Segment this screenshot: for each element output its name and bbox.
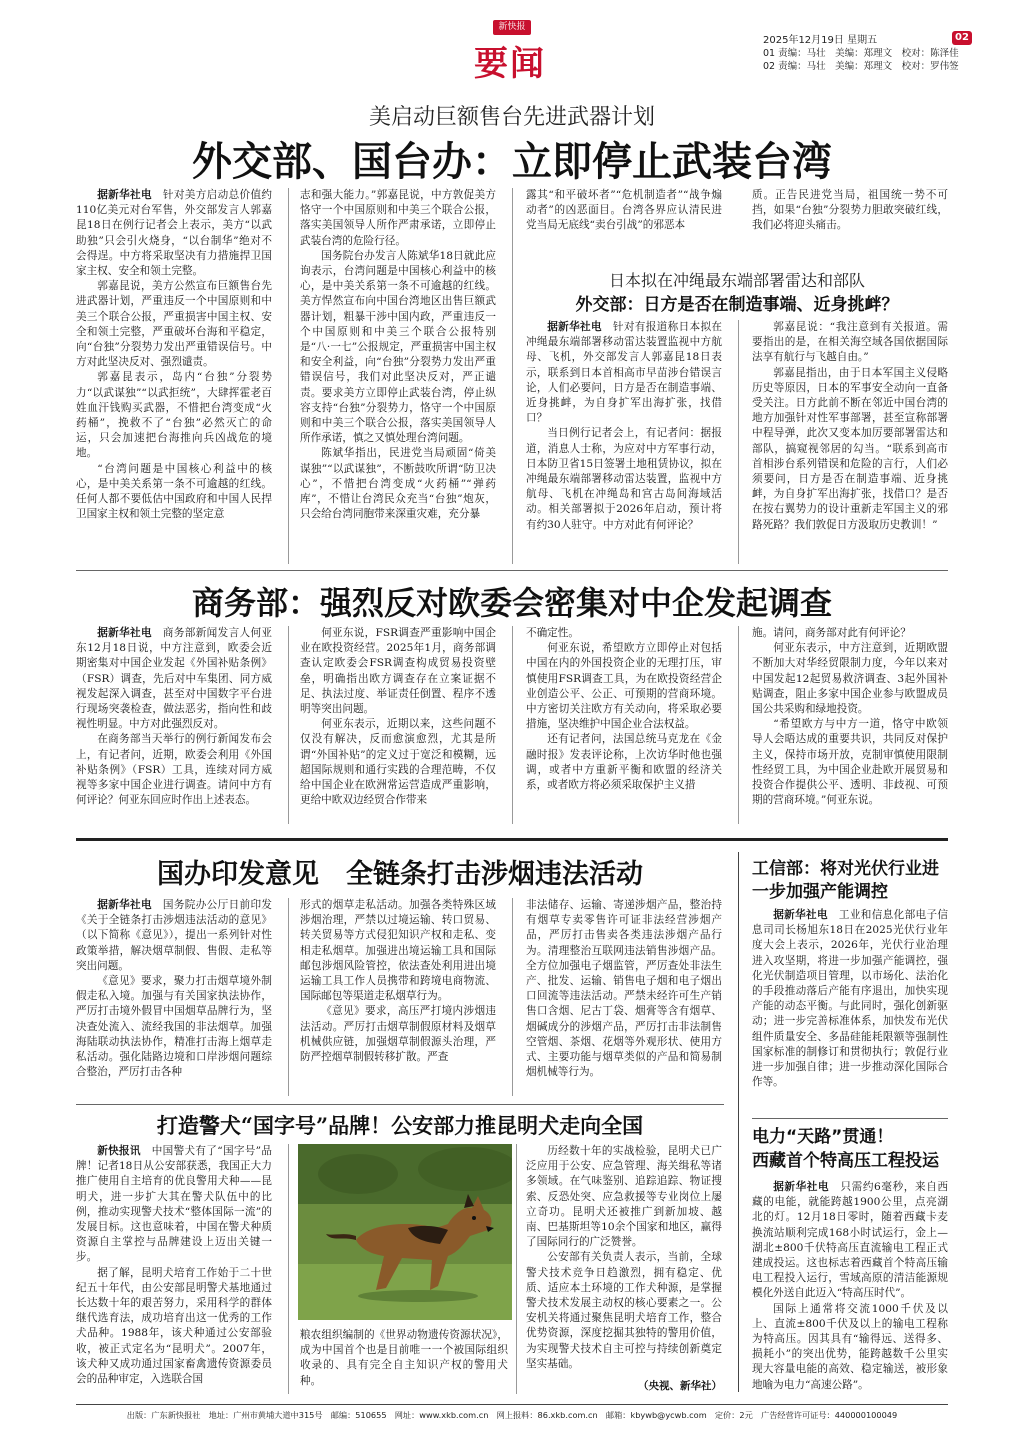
- section-divider: [76, 838, 948, 841]
- page-number-badge: 02: [952, 31, 972, 45]
- article-3-paragraph: 何亚东表示，近期以来，这些问题不仅没有解决，反而愈演愈烈，尤其是所谓“外国补贴”的定义过于宽泛和模糊，远超国际规则和通行实践的合理范畴，不仅给中国企业在欧洲常运营造成严重影响，更给中欧双边经贸合作带来: [300, 718, 496, 807]
- article-7-paragraph: 只需约6毫秒，来自西藏的电能，就能跨越1900公里，点亮湖北的灯。12月18日零时，随着西藏卡麦换流站顺利完成168小时试运行，金上—湖北±800千伏特高压直流输电工程正式建成投运。这也标志着西藏首个特高压输电工程投入运行，雪域高原的清洁能源规模化外送自此迈入“特高压时代”。: [752, 1181, 948, 1300]
- article-1-paragraph: 露其“和平破坏者”“危机制造者”“战争煽动者”的凶恶面目。台湾各界应认清民进党当局无底线“卖台引战”的邪恶本: [526, 189, 722, 232]
- article-7-paragraph: 国际上通常将交流1000千伏及以上、直流±800千伏及以上的输电工程称为特高压。因其具有“输得远、送得多、损耗小”的突出优势，能跨越数千公里实现大容量电能的高效、稳定输送，被形象地喻为电力“高速公路”。: [752, 1302, 948, 1391]
- article-1-paragraph: 郭嘉昆表示，岛内“台独”分裂势力“以武谋独”“以武拒统”，大肆挥霍老百姓血汗钱购买武器，不惜把台湾变成“火药桶”，挽救不了“台独”必然灭亡的命运，只会加速把台海推向兵凶战危的境地。: [76, 371, 272, 460]
- column-rule: [288, 626, 289, 824]
- article-1-paragraph: “台湾问题是中国核心利益中的核心，是中美关系第一条不可逾越的红线。任何人都不要低估中国政府和中国人民捍卫国家主权和领土完整的坚定意: [76, 462, 272, 521]
- column-rule: [288, 188, 289, 564]
- section-divider: [752, 1118, 948, 1119]
- article-1-paragraph: 质。正告民进党当局，祖国统一势不可挡，如果“台独”分裂势力胆敢突破红线，我们必将迎头痛击。: [752, 189, 948, 232]
- article-3-col-2: [300, 626, 496, 824]
- article-6-col-3: [526, 1144, 722, 1378]
- article-6-source: （央视、新华社）: [638, 1380, 722, 1392]
- article-3-headline: 商务部：强烈反对欧委会密集对中企发起调查: [191, 584, 832, 622]
- article-1-col-2: [300, 188, 496, 564]
- article-6-paragraph: 据了解，昆明犬培育工作始于二十世纪五十年代，由公安部昆明警犬基地通过长达数十年的艰苦努力，采用科学的群体继代选育法，成功培育出这一优秀的工作犬品种。1988年，该犬种通过公安部验收，被正式定名为“昆明犬”。2007年，该犬种又成功通过国家畜禽遗传资源委员会的品种审定，入选联合国: [76, 1266, 272, 1386]
- article-6-paragraph: 历经数十年的实战检验，昆明犬已广泛应用于公安、应急管理、海关缉私等诸多领域。在气味鉴别、追踪追踪、物证搜索、反恐处突、应急救援等专业岗位上屡立奇功。昆明犬还被推广到新加坡、越南、巴基斯坦等10余个国家和地区，赢得了国际同行的广泛赞誉。: [526, 1145, 722, 1249]
- article-6-col-1: [76, 1144, 272, 1394]
- article-3-col-4: [752, 626, 948, 824]
- column-rule: [288, 898, 289, 1096]
- article-1-paragraph: 志和强大能力。”郭嘉昆说，中方敦促美方恪守一个中国原则和中美三个联合公报，落实美国领导人所作严肃承诺，立即停止武装台湾的危险行径。: [300, 189, 496, 247]
- article-4-col-3: [526, 898, 722, 1096]
- column-rule: [288, 1144, 289, 1394]
- article-3-paragraph: 还有记者问，法国总统马克龙在《金融时报》发表评论称，上次访华时他也强调，或者中方重新平衡和欧盟的经济关系，或者欧方将必须采取保护主义措: [526, 733, 722, 792]
- article-6-headline: 打造警犬“国字号”品牌！公安部力推昆明犬走向全国: [156, 1113, 644, 1138]
- article-1-kicker: 美启动巨额售台先进武器计划: [368, 105, 655, 130]
- article-2-col-1: [526, 320, 722, 564]
- article-2-paragraph: 当日例行记者会上，有记者问：据报道，消息人士称，为应对中方军事行动，日本防卫省15日签署土地租赁协议，拟在冲绳最东端部署移动雷达装置，监视中方航母、飞机在冲绳岛和宫古岛间海域活动。相关部署拟于2026年启动，预计将有约30人驻守。中方对此有何评论？: [526, 427, 722, 531]
- column-rule: [738, 852, 739, 1392]
- article-4-headline: 国办印发意见 全链条打击涉烟违法活动: [157, 859, 643, 890]
- article-1-paragraph: 陈斌华指出，民进党当局顽固“倚美谋独”“以武谋独”，不断鼓吹所谓“防卫决心”，不惜把台湾变成“火药桶”“弹药库”，不惜让台湾民众充当“台独”炮灰，只会给台湾同胞带来深重灾难，充分暴: [300, 447, 496, 521]
- article-1-dateline: 据新华社电: [97, 189, 152, 201]
- article-4-paragraph: 《意见》要求，聚力打击烟草境外制假走私入境。加强与有关国家执法协作，严厉打击境外假冒中国烟草品牌行为，坚决查处流入、流经我国的非法烟草。加强海陆联动执法协作，精准打击海上烟草走私活动。强化陆路边境和口岸涉烟问题综合整治，严厉打击各种: [76, 975, 272, 1079]
- article-5-paragraph: 工业和信息化部电子信息司司长杨旭东18日在2025光伏行业年度大会上表示，2026年，光伏行业治理进入攻坚期，将进一步加强产能调控，强化光伏制造项目管理，以市场化、法治化的手段推动落后产能有序退出，加快实现产能的动态平衡。与此同时，强化创新驱动；进一步完善标准体系，加快发布光伏组件质量安全、多晶硅能耗限额等强制性国家标准的制修订和贯彻执行；敦促行业进一步加强自律；进一步推动深化国际合作等。: [752, 909, 948, 1089]
- article-1-col-1: [76, 188, 272, 564]
- article-1-col-4: [752, 188, 948, 252]
- article-3-paragraph: “希望欧方与中方一道，恪守中欧领导人会晤达成的重要共识，共同反对保护主义，保持市场开放，克制审慎使用限制性经贸工具，为中国企业赴欧开展贸易和投资合作提供公平、透明、非歧视、可预期的营商环境。”何亚东说。: [752, 718, 948, 807]
- column-rule: [516, 1144, 517, 1394]
- editor-line-1: 01 责编：马壮 美编：郑理文 校对：陈泽佳: [763, 48, 959, 59]
- article-2-paragraph: 针对有报道称日本拟在冲绳最东端部署移动雷达装置监视中方航母、飞机，外交部发言人郭嘉昆18日表示，联系到日本首相高市早苗涉台错误言论，人们必要问，日方是否在制造事端、近身挑衅，为自身扩军出海扩张，找借口？: [526, 321, 722, 425]
- article-3-paragraph: 何亚东说，希望欧方立即停止对包括中国在内的外国投资企业的无理打压，审慎使用FSR调查工具，为在欧投资经营企业创造公平、公正、可预期的营商环境。中方密切关注欧方有关动向，将采取必要措施，坚决维护中国企业合法权益。: [526, 642, 722, 731]
- article-5-dateline: 据新华社电: [773, 909, 828, 921]
- article-4-paragraph: 《意见》要求，高压严打境内涉烟违法活动。严厉打击烟草制假原材料及烟草机械供应链，加强烟草制假源头治理，严防严控烟草制假转移扩散。严查: [300, 1005, 496, 1064]
- article-2-kicker: 日本拟在冲绳最东端部署雷达和部队: [608, 271, 865, 290]
- article-2-headline: 外交部：日方是否在制造事端、近身挑衅？: [575, 295, 899, 315]
- article-7-dateline: 据新华社电: [773, 1181, 830, 1193]
- article-3-paragraph: 商务部新闻发言人何亚东12月18日说，中方注意到，欧委会近期密集对中国企业发起《外国补贴条例》（FSR）调查，先后对中车集团、同方威视发起深入调查，甚至对中国数字平台进行现场突袭检查，做法恶劣，指向性和歧视性明显。中方对此强烈反对。: [76, 627, 272, 731]
- article-3-dateline: 据新华社电: [97, 627, 152, 639]
- article-1-paragraph: 针对美方启动总价值约110亿美元对台军售，外交部发言人郭嘉昆18日在例行记者会上表示，美方“以武助独”只会引火烧身，“以台制华”绝对不会得逞。中方将采取坚决有力措施捍卫国家主权、安全和领土完整。: [76, 189, 272, 278]
- article-3-paragraph: 何亚东说，FSR调查严重影响中国企业在欧投资经营。2025年1月，商务部调查认定欧委会FSR调查构成贸易投资壁垒，明确指出欧方调查存在立案证据不足、执法过度、举证责任倒置、程序不透明等突出问题。: [300, 627, 496, 716]
- article-6-dateline: 新快报讯: [97, 1145, 141, 1157]
- footer-imprint: 出版：广东新快报社 地址：广州市黄埔大道中315号 邮编：510655 网址：www.xkb.com.cn 网上报料：86.xkb.com.cn 邮箱：kbywb@ycwb.com 定价：2元 广告经营许可证号：440000100049: [126, 1410, 898, 1420]
- article-6-paragraph: 中国警犬有了“国字号”品牌！记者18日从公安部获悉，我国正大力推广使用自主培育的优良警用犬种——昆明犬，进一步扩大其在警犬队伍中的比例，推动实现警犬技术“整体国际一流”的发展目标。这也意味着，中国在警犬种质资源自主掌控与品牌建设上迈出关键一步。: [76, 1145, 272, 1264]
- article-3-paragraph: 不确定性。: [526, 627, 579, 639]
- article-4-dateline: 据新华社电: [97, 899, 152, 911]
- article-2-paragraph: 郭嘉昆指出，由于日本军国主义侵略历史等原因，日本的军事安全动向一直备受关注。日方此前不断在邻近中国台湾的地方加强针对性军事部署，甚至宣称部署中程导弹，此次又变本加厉要部署雷达和部队，搞窥视邻居的勾当。“联系到高市首相涉台系列错误和危险的言行，人们必须要问，日方是否在制造事端、近身挑衅，为自身扩军出海扩张，找借口？是否在按右翼势力的设计重新走军国主义的邪路死路？我们敦促日方汲取历史教训！”: [752, 366, 948, 531]
- column-rule: [738, 320, 739, 564]
- article-3-col-1: [76, 626, 272, 824]
- article-5-body: [752, 908, 948, 1108]
- article-7-body: [752, 1180, 948, 1394]
- section-title: 要闻: [474, 44, 546, 84]
- article-5-headline: 工信部：将对光伏行业进一步加强产能调控: [752, 859, 939, 902]
- article-3-paragraph: 施。请问，商务部对此有何评论？: [752, 627, 911, 639]
- article-6-paragraph: 公安部有关负责人表示，当前，全球警犬技术竞争日趋激烈，拥有稳定、优质、适应本土环境的工作犬种源，是掌握警犬技术发展主动权的核心要素之一。公安机关将通过聚焦昆明犬培育工作，整合优势资源，深度挖掘其独特的警用价值，为实现警犬技术自主可控与持续创新奠定坚实基础。: [526, 1251, 722, 1370]
- article-4-paragraph: 形式的烟草走私活动。加强各类特殊区域涉烟治理，严禁以过境运输、转口贸易、转关贸易等方式侵犯知识产权和走私、变相走私烟草。加强进出境运输工具和国际邮包涉烟风险管控，依法查处利用进出境运输工具工作人员携带和跨境电商物流、国际邮包等渠道走私烟草行为。: [300, 899, 496, 1003]
- article-2-col-2: [752, 320, 948, 564]
- article-3-paragraph: 何亚东表示，中方注意到，近期欧盟不断加大对华经贸限制力度，今年以来对中国发起12起贸易救济调查、3起外国补贴调查，阻止多家中国企业参与欧盟成员国公共采购和绿地投资。: [752, 642, 948, 716]
- article-1-headline: 外交部、国台办：立即停止武装台湾: [192, 138, 832, 185]
- article-4-col-2: [300, 898, 496, 1096]
- article-7-headline-2: 西藏首个特高压工程投运: [752, 1151, 939, 1171]
- article-1-paragraph: 郭嘉昆说，美方公然宣布巨额售台先进武器计划，严重违反一个中国原则和中美三个联合公报，严重损害中国主权、安全和领土完整，严重破坏台海和平稳定，向“台独”分裂势力发出严重错误信号。中方对此坚决反对、强烈谴责。: [76, 280, 272, 369]
- police-dog-illustration: [298, 1144, 512, 1320]
- article-2-paragraph: 郭嘉昆说：“我注意到有关报道。需要指出的是，在相关海空域各国依据国际法享有航行与飞越自由。”: [752, 321, 948, 364]
- article-1-paragraph: 国务院台办发言人陈斌华18日就此应询表示，台湾问题是中国核心利益中的核心，是中美关系第一条不可逾越的红线。美方悍然宣布向中国台湾地区出售巨额武器计划，粗暴干涉中国内政，严重违反一个中国原则和中美三个联合公报特别是“八·一七”公报规定，严重损害中国主权和安全利益，向“台独”分裂势力发出严重错误信号，我们对此坚决反对，严正谴责。要求美方立即停止武装台湾，停止纵容支持“台独”分裂势力，恪守一个中国原则和中美三个联合公报，落实美国领导人所作承诺，慎之又慎处理台湾问题。: [300, 249, 496, 445]
- section-divider: [76, 570, 948, 571]
- column-rule: [738, 626, 739, 824]
- police-dog-photo: [298, 1144, 512, 1320]
- article-6-col-2: [300, 1328, 508, 1394]
- article-4-paragraph: 非法储存、运输、寄递涉烟产品，整治持有烟草专卖零售许可证非法经营涉烟产品，严厉打击售卖各类违法涉烟产品行为。清理整治互联网违法销售涉烟产品。全方位加强电子烟监管，严厉查处非法生产、批发、运输、销售电子烟和电子烟出口回流等违法活动。严禁未经许可生产销售口含烟、尼古丁袋、烟膏等含有烟草、烟碱成分的涉烟产品，严厉打击非法制售空管烟、茶烟、花烟等外观形状、使用方式、主要功能与烟草类似的产品和简易制烟机械等行为。: [526, 899, 722, 1079]
- article-3-col-3: [526, 626, 722, 824]
- issue-date: 2025年12月19日 星期五: [763, 35, 878, 46]
- article-3-paragraph: 在商务部当天举行的例行新闻发布会上，有记者问，近期，欧委会利用《外国补贴条例》（FSR）工具，连续对同方威视等多家中国企业进行调查。请问中方有何评论？何亚东回应时作出上述表态。: [76, 733, 272, 807]
- column-rule: [512, 188, 513, 564]
- editor-line-2: 02 责编：马壮 美编：郑理文 校对：罗伟签: [763, 61, 959, 72]
- column-rule: [512, 626, 513, 824]
- footer-rule: [76, 1404, 948, 1405]
- column-rule: [512, 898, 513, 1096]
- paper-badge: 新快报: [493, 20, 531, 35]
- article-1-col-3: [526, 188, 722, 252]
- masthead: [0, 0, 1024, 84]
- article-7-headline-1: 电力“天路”贯通！: [752, 1127, 894, 1147]
- article-2-dateline: 据新华社电: [547, 321, 602, 333]
- article-4-col-1: [76, 898, 272, 1096]
- article-4-paragraph: 国务院办公厅日前印发《关于全链条打击涉烟违法活动的意见》（以下简称《意见》），提出一系列针对性政策举措，解决烟草制假、售假、走私等突出问题。: [76, 899, 272, 972]
- section-divider: [76, 1104, 724, 1105]
- article-6-paragraph: 粮农组织编制的《世界动物遗传资源状况》，成为中国首个也是目前唯一一个被国际组织收录的、具有完全自主知识产权的警用犬种。: [300, 1329, 508, 1387]
